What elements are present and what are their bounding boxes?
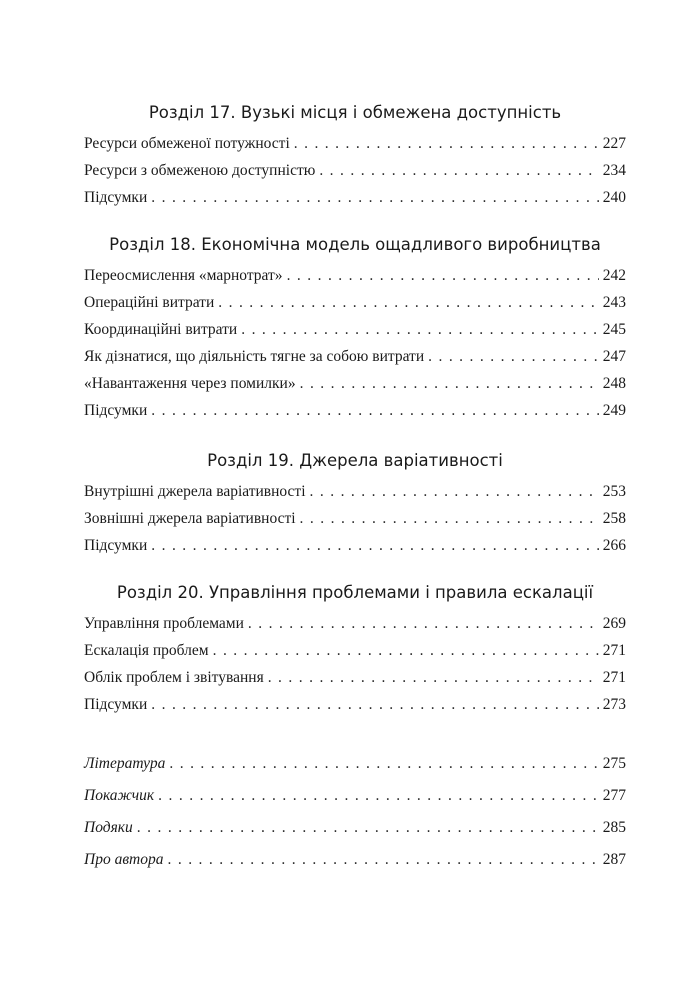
dot-leader (218, 289, 599, 316)
dot-leader (151, 691, 599, 718)
dot-leader (300, 505, 599, 532)
toc-entry-page: 240 (602, 189, 626, 206)
toc-entry-page: 271 (602, 669, 626, 686)
toc-entry-label: Підсумки (84, 696, 148, 713)
dot-leader (158, 780, 599, 812)
toc-entry-page: 245 (602, 321, 626, 338)
toc-entry-page: 277 (602, 787, 626, 804)
dot-leader (294, 130, 599, 157)
toc-entry-label: Ескалація проблем (84, 642, 209, 659)
chapter-title: Розділ 19. Джерела варіативності (207, 451, 503, 470)
toc-entry-page: 287 (602, 851, 626, 868)
toc-entry-page: 247 (602, 348, 626, 365)
chapter-title: Розділ 17. Вузькі місця і обмежена доступність (148, 103, 562, 122)
toc-entry[interactable] (84, 184, 626, 211)
chapter-title: Розділ 18. Економічна модель ощадливого виробництва (109, 235, 601, 254)
toc-entry-label: Управління проблемами (84, 615, 244, 632)
toc-entry-label: Зовнішні джерела варіативності (84, 510, 296, 527)
chapter-title: Розділ 20. Управління проблемами і правила ескалації (116, 583, 594, 602)
toc-entry[interactable] (84, 691, 626, 718)
toc-entry-label: Підсумки (84, 537, 148, 554)
dot-leader (151, 397, 599, 424)
toc-entry-label: Покажчик (84, 787, 155, 804)
toc-entry-label: Внутрішні джерела варіативності (84, 483, 306, 500)
toc-entry[interactable] (84, 812, 626, 844)
toc-entry-page: 269 (602, 615, 626, 632)
toc-entry[interactable] (84, 780, 626, 812)
toc-entry-label: Подяки (84, 819, 133, 836)
dot-leader (137, 812, 599, 844)
chapter-17 (84, 100, 626, 211)
dot-leader (319, 157, 598, 184)
toc-entry[interactable] (84, 664, 626, 691)
toc-entry[interactable] (84, 478, 626, 505)
toc-entry-page: 275 (602, 755, 626, 772)
dot-leader (248, 610, 599, 637)
dot-leader (287, 262, 599, 289)
toc-entry-page: 271 (602, 642, 626, 659)
toc-entry-label: Облік проблем і звітування (84, 669, 264, 686)
toc-entry-page: 253 (602, 483, 626, 500)
toc-entry-label: Ресурси з обмеженою доступністю (84, 162, 316, 179)
toc-entry[interactable] (84, 157, 626, 184)
dot-leader (151, 184, 599, 211)
toc-entry[interactable] (84, 130, 626, 157)
dot-leader (268, 664, 599, 691)
toc-entry-label: Література (84, 755, 166, 772)
toc-entry[interactable] (84, 505, 626, 532)
toc-entry-page: 248 (602, 375, 626, 392)
toc-entry-label: Переосмислення «марнотрат» (84, 267, 283, 284)
toc-entry[interactable] (84, 610, 626, 637)
toc-entry-page: 234 (602, 162, 626, 179)
toc-entry[interactable] (84, 748, 626, 780)
toc-entry[interactable] (84, 532, 626, 559)
toc-entry[interactable] (84, 316, 626, 343)
toc-entry-page: 227 (602, 135, 626, 152)
toc-entry-page: 243 (602, 294, 626, 311)
toc-entry-page: 258 (602, 510, 626, 527)
back-matter (84, 748, 626, 876)
toc-entry-label: Підсумки (84, 402, 148, 419)
toc-entry-label: Операційні витрати (84, 294, 215, 311)
toc-entry-label: «Навантаження через помилки» (84, 375, 296, 392)
dot-leader (241, 316, 599, 343)
dot-leader (300, 370, 599, 397)
toc-entry[interactable] (84, 262, 626, 289)
toc-entry[interactable] (84, 370, 626, 397)
toc-entry-page: 273 (602, 696, 626, 713)
toc-entry-label: Підсумки (84, 189, 148, 206)
chapter-18 (84, 232, 626, 424)
toc-entry-label: Про автора (84, 851, 164, 868)
toc-entry-label: Координаційні витрати (84, 321, 238, 338)
dot-leader (168, 844, 599, 876)
toc-entry-label: Як дізнатися, що діяльність тягне за собою витрати (84, 348, 425, 365)
dot-leader (428, 343, 599, 370)
toc-entry-page: 249 (602, 402, 626, 419)
chapter-19 (84, 448, 626, 559)
toc-entry[interactable] (84, 343, 626, 370)
chapter-20 (84, 580, 626, 718)
toc-entry-label: Ресурси обмеженої потужності (84, 135, 290, 152)
toc-entry-page: 242 (602, 267, 626, 284)
dot-leader (151, 532, 599, 559)
toc-entry-page: 266 (602, 537, 626, 554)
toc-entry[interactable] (84, 289, 626, 316)
toc-entry[interactable] (84, 844, 626, 876)
toc-entry[interactable] (84, 397, 626, 424)
toc-entry-page: 285 (602, 819, 626, 836)
dot-leader (310, 478, 599, 505)
toc-entry[interactable] (84, 637, 626, 664)
dot-leader (213, 637, 599, 664)
dot-leader (169, 748, 598, 780)
